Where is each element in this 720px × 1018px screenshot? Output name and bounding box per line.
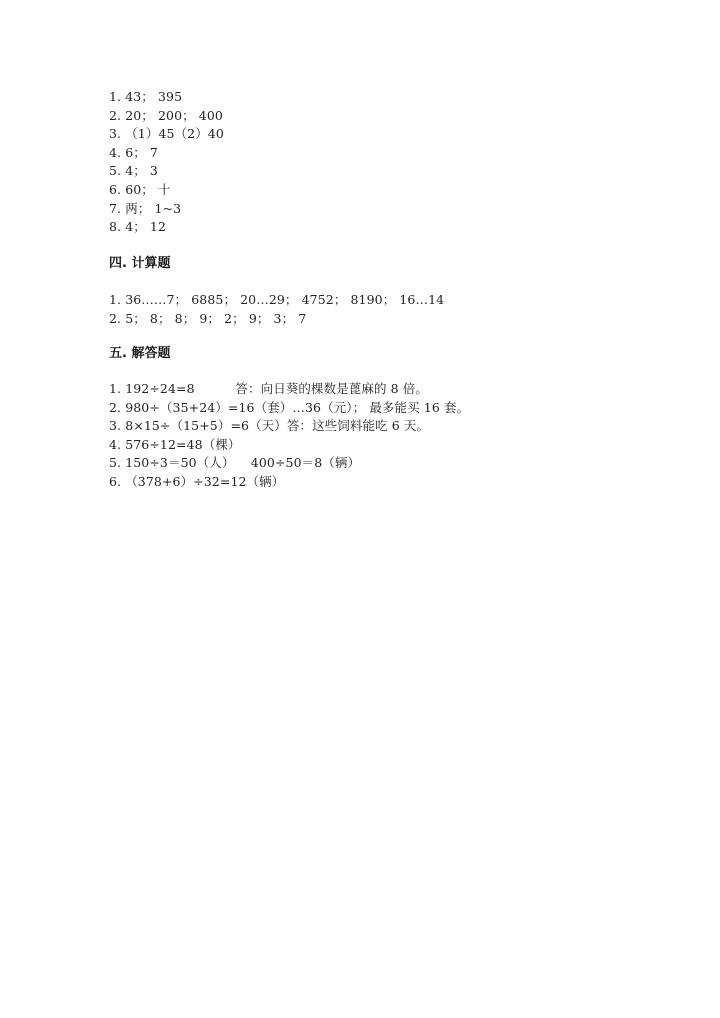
answer-line: 5. 4； 3 (109, 163, 158, 179)
answer-line: 5. 150÷3＝50（人） 400÷50＝8（辆） (109, 455, 361, 471)
section-4-answers (109, 291, 669, 328)
answer-line: 4. 576÷12=48（棵） (109, 436, 241, 452)
answer-line: 2. 5； 8； 8； 9； 2； 9； 3； 7 (109, 310, 307, 326)
section-5-title: 五. 解答题 (109, 346, 171, 361)
answer-line: 6. （378+6）÷32=12（辆） (109, 473, 285, 489)
answer-line: 2. 980÷（35+24）=16（套）…36（元）； 最多能买 16 套。 (109, 399, 470, 415)
answer-line: 1. 36……7； 6885； 20…29； 4752； 8190； 16…14 (109, 292, 445, 307)
section-3-answers (109, 88, 669, 237)
answer-line: 3. 8×15÷（15+5）=6（天）答：这些饲料能吃 6 天。 (109, 418, 430, 434)
answer-line: 8. 4； 12 (109, 219, 167, 235)
answer-line: 1. 43； 395 (109, 89, 183, 104)
answer-line: 7. 两； 1~3 (109, 200, 182, 216)
answer-line: 2. 20； 200； 400 (109, 107, 223, 123)
answer-line: 1. 192÷24=8 答：向日葵的棵数是蓖麻的 8 倍。 (109, 381, 428, 396)
answer-line: 4. 6； 7 (109, 144, 158, 160)
section-4-title: 四. 计算题 (109, 256, 171, 271)
section-5-answers (109, 380, 669, 492)
answer-line: 3. （1）45（2）40 (109, 126, 224, 142)
answer-line: 6. 60； 十 (109, 181, 171, 197)
